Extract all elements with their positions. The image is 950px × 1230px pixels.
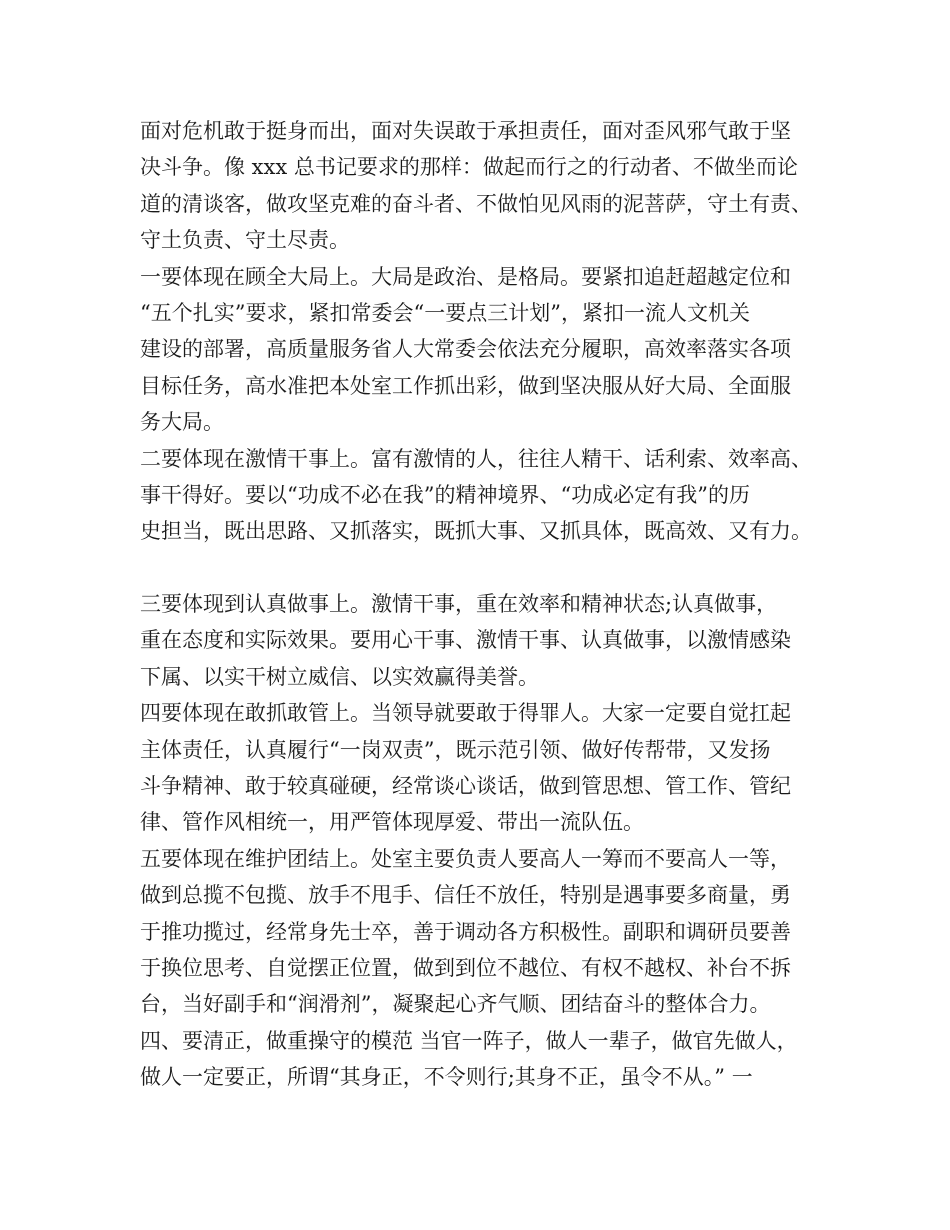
- document-page: [140, 113, 830, 1096]
- text-line: 务大局。: [140, 410, 224, 435]
- text-line: 四要体现在敢抓敢管上。当领导就要敢于得罪人。大家一定要自觉扛起: [140, 701, 791, 726]
- text-line: 面对危机敢于挺身而出，面对失误敢于承担责任，面对歪风邪气敢于坚: [140, 119, 791, 143]
- text-line: 主体责任，认真履行“一岗双责”，既示范引领、做好传帮带，又发扬: [140, 737, 771, 762]
- text-line: 做到总揽不包揽、放手不甩手、信任不放任，特别是遇事要多商量，勇: [140, 883, 791, 908]
- text-line: 重在态度和实际效果。要用心干事、激情干事、认真做事，以激情感染: [140, 628, 791, 653]
- text-line: “五个扎实”要求，紧扣常委会“一要点三计划”，紧扣一流人文机关: [140, 300, 750, 325]
- text-line: 台，当好副手和“润滑剂”，凝聚起心齐气顺、团结奋斗的整体合力。: [140, 992, 771, 1017]
- text-line: 四、要清正，做重操守的模范 当官一阵子，做人一辈子，做官先做人，: [140, 1028, 798, 1053]
- text-line: 三要体现到认真做事上。激情干事，重在效率和精神状态;认真做事，: [140, 592, 778, 617]
- text-line: 事干得好。要以“功成不必在我”的精神境界、“功成必定有我”的历: [140, 482, 750, 507]
- text-line: 一要体现在顾全大局上。大局是政治、是格局。要紧扣追赶超越定位和: [140, 264, 791, 289]
- text-line: 建设的部署，高质量服务省人大常委会依法充分履职，高效率落实各项: [140, 337, 791, 362]
- blank-line: [140, 550, 830, 586]
- text-line: 目标任务，高水准把本处室工作抓出彩，做到坚决服从好大局、全面服: [140, 373, 791, 398]
- text-line: 于换位思考、自觉摆正位置，做到到位不越位、有权不越权、补台不拆: [140, 955, 791, 980]
- text-line: 斗争精神、敢于较真碰硬，经常谈心谈话，做到管思想、管工作、管纪: [140, 774, 791, 799]
- text-line: 二要体现在激情干事上。富有激情的人，往往人精干、话利索、效率高、: [140, 446, 812, 471]
- text-line: 守土负责、守土尽责。: [140, 228, 350, 253]
- text-line: 下属、以实干树立威信、以实效赢得美誉。: [140, 664, 539, 689]
- text-line: 五要体现在维护团结上。处室主要负责人要高人一筹而不要高人一等，: [140, 846, 791, 871]
- text-line: 史担当，既出思路、又抓落实，既抓大事、又抓具体，既高效、又有力。: [140, 519, 812, 544]
- text-line: 于推功揽过，经常身先士卒，善于调动各方积极性。副职和调研员要善: [140, 919, 791, 944]
- text-line: 律、管作风相统一，用严管体现厚爱、带出一流队伍。: [140, 810, 644, 835]
- text-line: 决斗争。像 xxx 总书记要求的那样：做起而行之的行动者、不做坐而论: [140, 155, 798, 180]
- text-line: 做人一定要正，所谓“其身正，不令则行;其身不正，虽令不从。” 一: [140, 1065, 753, 1090]
- text-line: 道的清谈客，做攻坚克难的奋斗者、不做怕见风雨的泥菩萨，守土有责、: [140, 191, 812, 216]
